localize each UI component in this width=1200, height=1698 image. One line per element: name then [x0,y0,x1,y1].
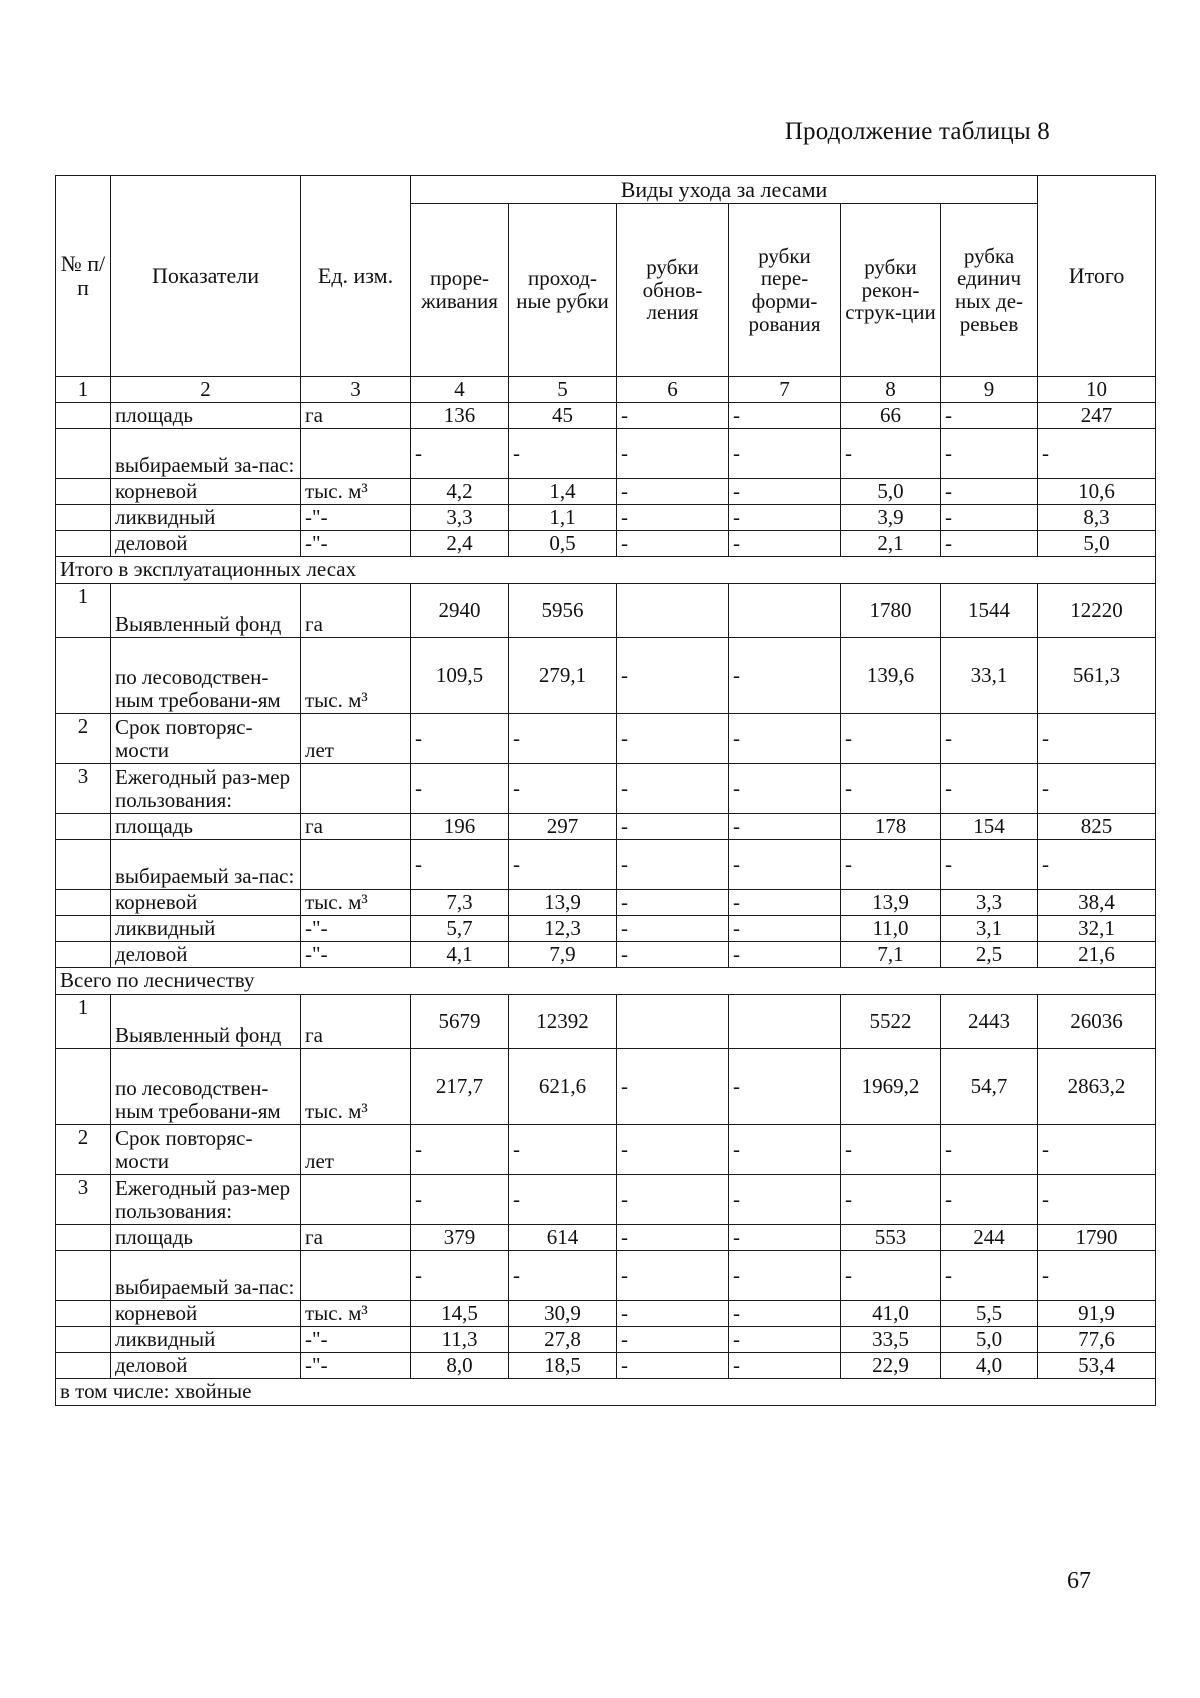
value-cell: 244 [941,1224,1038,1250]
header-reformation-cuts: рубки пере-форми-рования [729,204,841,377]
value-cell: - [729,839,841,889]
value-cell: 1969,2 [841,1048,941,1124]
col-number: 8 [841,377,941,403]
unit-cell: -"- [301,941,411,967]
header-unit: Ед. изм. [301,176,411,377]
table-caption: Продолжение таблицы 8 [784,118,1050,145]
value-cell: 41,0 [841,1300,941,1326]
header-total: Итого [1038,176,1156,377]
table-row [56,530,1156,556]
value-cell: 5,5 [941,1300,1038,1326]
row-number: 2 [56,713,111,763]
row-number: 3 [56,763,111,813]
value-cell: 109,5 [411,637,509,713]
col-number: 6 [617,377,729,403]
indicator-cell: Выявленный фонд [111,583,301,637]
value-cell: - [411,763,509,813]
table-row [56,763,1156,813]
unit-cell: га [301,583,411,637]
value-cell: - [729,478,841,504]
value-cell: 3,1 [941,915,1038,941]
value-cell: - [617,1300,729,1326]
value-cell: - [617,1174,729,1224]
unit-cell: -"- [301,504,411,530]
value-cell: - [841,713,941,763]
value-cell: - [617,1352,729,1378]
row-number: 3 [56,1174,111,1224]
value-cell: 5,0 [1038,530,1156,556]
col-number: 1 [56,377,111,403]
value-cell: 33,5 [841,1326,941,1352]
value-cell: - [729,1124,841,1174]
value-cell: 1790 [1038,1224,1156,1250]
unit-cell [301,1250,411,1300]
value-cell: - [509,1250,617,1300]
indicator-cell: площадь [111,1224,301,1250]
value-cell: - [617,1250,729,1300]
value-cell: - [941,839,1038,889]
value-cell: 5,7 [411,915,509,941]
row-number [56,813,111,839]
row-number [56,402,111,428]
row-number: 2 [56,1124,111,1174]
header-renewal-cuts: рубки обнов-ления [617,204,729,377]
unit-cell: тыс. м³ [301,889,411,915]
value-cell: - [509,1174,617,1224]
value-cell: 12392 [509,994,617,1048]
table-row [56,813,1156,839]
value-cell: 5522 [841,994,941,1048]
value-cell: 139,6 [841,637,941,713]
value-cell: - [841,1174,941,1224]
indicator-cell: деловой [111,530,301,556]
value-cell: 297 [509,813,617,839]
row-number: 1 [56,994,111,1048]
table-row [56,1300,1156,1326]
value-cell: - [617,402,729,428]
value-cell: 14,5 [411,1300,509,1326]
value-cell: 32,1 [1038,915,1156,941]
column-number-row [56,377,1156,403]
value-cell: - [411,1174,509,1224]
unit-cell: -"- [301,915,411,941]
value-cell: 4,0 [941,1352,1038,1378]
value-cell: - [509,428,617,478]
value-cell: - [841,1250,941,1300]
value-cell: 5,0 [841,478,941,504]
value-cell: - [729,428,841,478]
value-cell [729,994,841,1048]
value-cell: - [509,1124,617,1174]
footer-note-row [56,1378,1156,1405]
value-cell: - [617,637,729,713]
unit-cell: га [301,1224,411,1250]
row-number: 1 [56,583,111,637]
value-cell: - [941,530,1038,556]
value-cell: 12,3 [509,915,617,941]
value-cell: 8,3 [1038,504,1156,530]
value-cell: 3,9 [841,504,941,530]
section-title: Всего по лесничеству [56,967,1156,994]
value-cell: - [617,889,729,915]
value-cell: 379 [411,1224,509,1250]
indicator-cell: выбираемый за-пас: [111,839,301,889]
indicator-cell: выбираемый за-пас: [111,428,301,478]
section-row [56,967,1156,994]
value-cell: 0,5 [509,530,617,556]
header-thinning: проре-живания [411,204,509,377]
table-row [56,915,1156,941]
indicator-cell: площадь [111,402,301,428]
value-cell: 45 [509,402,617,428]
indicator-cell: ликвидный [111,915,301,941]
value-cell: - [509,839,617,889]
value-cell: 26036 [1038,994,1156,1048]
value-cell: 136 [411,402,509,428]
row-number [56,428,111,478]
value-cell: 3,3 [941,889,1038,915]
value-cell: 217,7 [411,1048,509,1124]
row-number [56,1326,111,1352]
row-number [56,1250,111,1300]
unit-cell: га [301,813,411,839]
indicator-cell: по лесоводствен-ным требовани-ям [111,1048,301,1124]
value-cell: 11,3 [411,1326,509,1352]
value-cell: 553 [841,1224,941,1250]
value-cell: 196 [411,813,509,839]
value-cell [729,583,841,637]
value-cell: - [729,1352,841,1378]
value-cell: 30,9 [509,1300,617,1326]
indicator-cell: Ежегодный раз-мер пользования: [111,1174,301,1224]
table-row [56,1224,1156,1250]
unit-cell: га [301,994,411,1048]
table-row [56,478,1156,504]
row-number [56,839,111,889]
unit-cell [301,1174,411,1224]
value-cell: 5956 [509,583,617,637]
value-cell: - [941,478,1038,504]
unit-cell [301,428,411,478]
value-cell: - [941,713,1038,763]
value-cell: 2,1 [841,530,941,556]
unit-cell: тыс. м³ [301,1048,411,1124]
value-cell: - [729,713,841,763]
value-cell: - [941,1124,1038,1174]
value-cell: 54,7 [941,1048,1038,1124]
row-number [56,1048,111,1124]
value-cell: 1,1 [509,504,617,530]
value-cell: 5679 [411,994,509,1048]
value-cell: - [841,839,941,889]
value-cell [617,994,729,1048]
value-cell: - [729,889,841,915]
col-number: 3 [301,377,411,403]
value-cell: - [509,713,617,763]
value-cell: 13,9 [509,889,617,915]
footer-note: в том числе: хвойные [56,1378,1156,1405]
indicator-cell: корневой [111,1300,301,1326]
value-cell: - [617,1048,729,1124]
value-cell: - [411,713,509,763]
value-cell: 27,8 [509,1326,617,1352]
header-passing-cuts: проход-ные рубки [509,204,617,377]
value-cell: 38,4 [1038,889,1156,915]
row-number [56,530,111,556]
table-row [56,1326,1156,1352]
table-row [56,994,1156,1048]
value-cell: - [729,1224,841,1250]
value-cell: 18,5 [509,1352,617,1378]
header-reconstruction-cuts: рубки рекон-струк-ции [841,204,941,377]
value-cell: 614 [509,1224,617,1250]
value-cell: 2940 [411,583,509,637]
value-cell: - [617,1326,729,1352]
header-indicator: Показатели [111,176,301,377]
value-cell: - [1038,1174,1156,1224]
value-cell: 7,3 [411,889,509,915]
value-cell: - [729,530,841,556]
value-cell: 279,1 [509,637,617,713]
value-cell: - [841,428,941,478]
table-row [56,1048,1156,1124]
row-number [56,1300,111,1326]
value-cell: - [1038,1124,1156,1174]
value-cell: 1780 [841,583,941,637]
value-cell: - [729,813,841,839]
indicator-cell: ликвидный [111,1326,301,1352]
value-cell: - [617,839,729,889]
unit-cell: тыс. м³ [301,478,411,504]
row-number [56,478,111,504]
value-cell: - [841,1124,941,1174]
indicator-cell: деловой [111,941,301,967]
indicator-cell: корневой [111,478,301,504]
value-cell: - [617,1124,729,1174]
value-cell: 77,6 [1038,1326,1156,1352]
value-cell: 13,9 [841,889,941,915]
value-cell: - [941,504,1038,530]
value-cell: 10,6 [1038,478,1156,504]
value-cell: - [617,478,729,504]
table-row [56,428,1156,478]
value-cell: - [729,763,841,813]
value-cell: 154 [941,813,1038,839]
unit-cell: га [301,402,411,428]
value-cell: 2863,2 [1038,1048,1156,1124]
unit-cell: лет [301,713,411,763]
value-cell: - [941,1250,1038,1300]
unit-cell: -"- [301,530,411,556]
value-cell: - [1038,428,1156,478]
value-cell: - [941,428,1038,478]
indicator-cell: деловой [111,1352,301,1378]
value-cell: 53,4 [1038,1352,1156,1378]
value-cell: - [941,1174,1038,1224]
value-cell: - [617,1224,729,1250]
value-cell: 7,1 [841,941,941,967]
unit-cell: -"- [301,1326,411,1352]
row-number [56,504,111,530]
col-number: 4 [411,377,509,403]
value-cell: 91,9 [1038,1300,1156,1326]
value-cell: 1544 [941,583,1038,637]
value-cell: - [1038,1250,1156,1300]
value-cell: 3,3 [411,504,509,530]
value-cell: - [617,941,729,967]
value-cell: - [729,1048,841,1124]
value-cell: 12220 [1038,583,1156,637]
row-number [56,915,111,941]
value-cell: 8,0 [411,1352,509,1378]
value-cell: - [617,813,729,839]
unit-cell [301,763,411,813]
indicator-cell: Ежегодный раз-мер пользования: [111,763,301,813]
unit-cell: тыс. м³ [301,637,411,713]
value-cell: - [1038,713,1156,763]
value-cell: - [729,1174,841,1224]
value-cell: - [729,637,841,713]
header-group: Виды ухода за лесами [411,176,1038,204]
value-cell: - [729,915,841,941]
value-cell: - [617,530,729,556]
unit-cell: тыс. м³ [301,1300,411,1326]
table-row [56,1124,1156,1174]
col-number: 7 [729,377,841,403]
indicator-cell: выбираемый за-пас: [111,1250,301,1300]
col-number: 5 [509,377,617,403]
value-cell: 4,2 [411,478,509,504]
indicator-cell: Срок повторяс-мости [111,713,301,763]
value-cell: 2443 [941,994,1038,1048]
value-cell: 247 [1038,402,1156,428]
table-row [56,889,1156,915]
indicator-cell: Срок повторяс-мости [111,1124,301,1174]
col-number: 10 [1038,377,1156,403]
value-cell: 7,9 [509,941,617,967]
value-cell: - [729,1326,841,1352]
indicator-cell: ликвидный [111,504,301,530]
value-cell: 22,9 [841,1352,941,1378]
value-cell: 561,3 [1038,637,1156,713]
value-cell: - [729,1250,841,1300]
value-cell: - [941,402,1038,428]
value-cell: 1,4 [509,478,617,504]
value-cell: - [1038,763,1156,813]
value-cell: - [729,941,841,967]
value-cell: - [411,839,509,889]
table-row [56,1352,1156,1378]
table-row [56,713,1156,763]
table-row [56,402,1156,428]
page-number: 67 [1067,1568,1091,1594]
value-cell: 21,6 [1038,941,1156,967]
indicator-cell: площадь [111,813,301,839]
value-cell: - [617,763,729,813]
value-cell: - [509,763,617,813]
header-num: № п/п [56,176,111,377]
row-number [56,1352,111,1378]
indicator-cell: по лесоводствен-ным требовани-ям [111,637,301,713]
value-cell: 178 [841,813,941,839]
value-cell: 5,0 [941,1326,1038,1352]
value-cell: - [841,763,941,813]
value-cell: 66 [841,402,941,428]
header-single-tree-cut: рубка единич ных де-ревьев [941,204,1038,377]
unit-cell [301,839,411,889]
col-number: 9 [941,377,1038,403]
row-number [56,889,111,915]
value-cell: - [411,1124,509,1174]
value-cell: 4,1 [411,941,509,967]
section-row [56,556,1156,583]
indicator-cell: Выявленный фонд [111,994,301,1048]
value-cell: - [1038,839,1156,889]
value-cell: - [617,915,729,941]
table-row [56,839,1156,889]
table-row [56,1250,1156,1300]
table-row [56,941,1156,967]
row-number [56,1224,111,1250]
value-cell: - [617,713,729,763]
forest-care-table [55,175,1156,1406]
value-cell: 825 [1038,813,1156,839]
unit-cell: -"- [301,1352,411,1378]
value-cell: - [617,504,729,530]
value-cell: - [729,402,841,428]
value-cell: 2,5 [941,941,1038,967]
col-number: 2 [111,377,301,403]
value-cell: 11,0 [841,915,941,941]
value-cell: 33,1 [941,637,1038,713]
table-row [56,504,1156,530]
table-row [56,1174,1156,1224]
indicator-cell: корневой [111,889,301,915]
value-cell: - [617,428,729,478]
value-cell: 2,4 [411,530,509,556]
value-cell [617,583,729,637]
table-row [56,583,1156,637]
value-cell: - [411,1250,509,1300]
unit-cell: лет [301,1124,411,1174]
value-cell: - [411,428,509,478]
value-cell: - [729,1300,841,1326]
section-title: Итого в эксплуатационных лесах [56,556,1156,583]
table-row [56,637,1156,713]
row-number [56,941,111,967]
value-cell: 621,6 [509,1048,617,1124]
value-cell: - [729,504,841,530]
value-cell: - [941,763,1038,813]
row-number [56,637,111,713]
